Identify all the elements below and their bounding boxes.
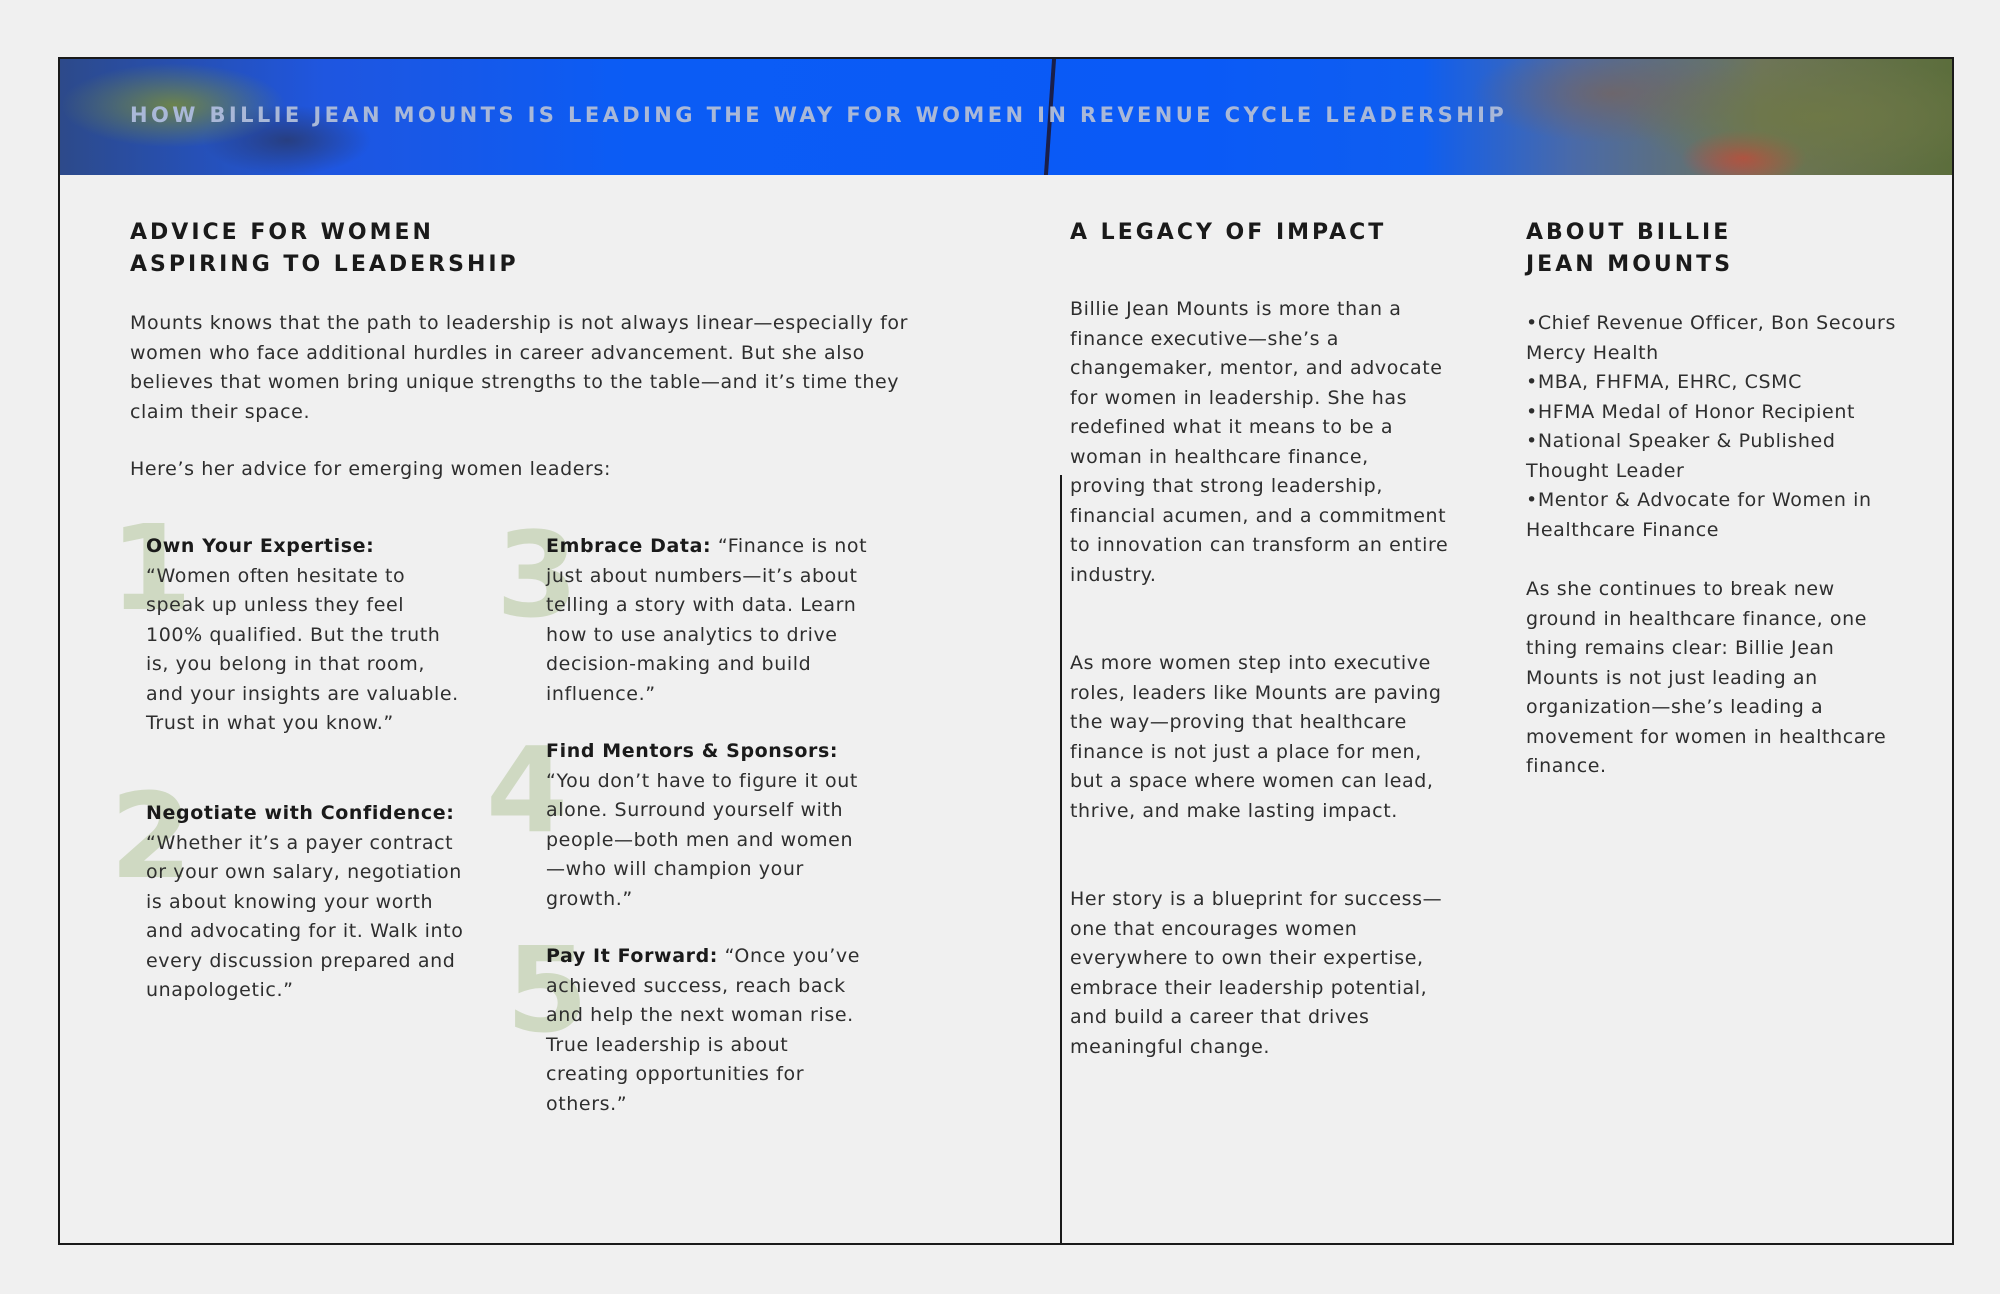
about-heading: ABOUT BILLIE JEAN MOUNTS [1526, 220, 1734, 277]
tip-number: 3 [496, 506, 579, 644]
tip-body [146, 799, 466, 1006]
tip-title: Embrace Data: [546, 535, 712, 557]
tip-number: 2 [110, 767, 193, 905]
tip-title: Own Your Expertise: [146, 535, 375, 557]
advice-heading: ADVICE FOR WOMEN ASPIRING TO LEADERSHIP [130, 220, 519, 277]
list-item: • Mentor & Advocate for Women in Healthcare Finance [1526, 486, 1902, 545]
legacy-heading: A LEGACY OF IMPACT [1070, 220, 1387, 245]
tip-body [146, 532, 466, 739]
article-frame [58, 57, 1954, 1245]
tip-number: 4 [486, 721, 569, 859]
header-banner [60, 59, 1952, 175]
list-item: • Chief Revenue Officer, Bon Secours Mercy Health [1526, 309, 1902, 368]
tip-title: Negotiate with Confidence: [146, 802, 455, 824]
list-item: • MBA, FHFMA, EHRC, CSMC [1526, 368, 1902, 398]
tip-body [546, 942, 872, 1119]
tip-body [546, 532, 872, 709]
list-item: • HFMA Medal of Honor Recipient [1526, 398, 1902, 428]
tip-quote: “Finance is not just about numbers—it’s about telling a story with data. Learn how to use analytics to drive decision-making and build influence.” [546, 535, 868, 705]
tip-body [546, 737, 872, 914]
about-closing: As she continues to break new ground in healthcare finance, one thing remains clear: Billie Jean Mounts is not just leading an organization—she’s leading a movement for women in healthcare finance. [1526, 578, 1887, 777]
legacy-paragraph-1: Billie Jean Mounts is more than a finance executive—she’s a changemaker, mentor, and advocate for women in leadership. She has redefined what it means to be a woman in healthcare finance, proving that strong leadership, financial acumen, and a commitment to innovation can transform an entire industry. [1070, 298, 1449, 586]
tip-item-own-expertise [110, 499, 466, 739]
tip-item-pay-forward [506, 921, 872, 1119]
tip-quote: “Whether it’s a payer contract or your own salary, negotiation is about knowing your worth and advocating for it. Walk into every discussion prepared and unapologetic.” [146, 831, 464, 1001]
tip-item-negotiate [110, 767, 466, 1006]
legacy-paragraph-3: Her story is a blueprint for success—one that encourages women everywhere to own their expertise, embrace their leadership potential, and build a career that drives meaningful change. [1070, 888, 1443, 1058]
tip-quote: “Women often hesitate to speak up unless they feel 100% qualified. But the truth is, you belong in that room, and your insights are valuable. Trust in what you know.” [146, 564, 459, 734]
list-item: • National Speaker & Published Thought Leader [1526, 427, 1902, 486]
advice-lead-in: Here’s her advice for emerging women leaders: [130, 458, 611, 480]
tip-quote: “Once you’ve achieved success, reach back and help the next woman rise. True leadership is about creating opportunities for others.” [546, 945, 861, 1115]
tip-number: 5 [506, 921, 589, 1059]
banner-title: HOW BILLIE JEAN MOUNTS IS LEADING THE WAY FOR WOMEN IN REVENUE CYCLE LEADERSHIP [130, 103, 1508, 127]
advice-intro: Mounts knows that the path to leadership is not always linear—especially for women who face additional hurdles in career advancement. But she also believes that women bring unique strengths to the table—and it’s time they claim their space. [130, 312, 908, 423]
tip-title: Find Mentors & Sponsors: [546, 740, 839, 762]
tip-item-mentors [486, 721, 872, 914]
tip-quote: “You don’t have to figure it out alone. Surround yourself with people—both men and women —who will champion your growth.” [546, 769, 858, 910]
about-credentials-list [1526, 309, 1902, 545]
tip-number: 1 [110, 499, 193, 637]
tip-title: Pay It Forward: [546, 945, 718, 967]
tip-item-embrace-data [496, 506, 872, 709]
column-divider [1060, 475, 1062, 1243]
legacy-paragraph-2: As more women step into executive roles, leaders like Mounts are paving the way—proving that healthcare finance is not just a place for men, but a space where women can lead, thrive, and make lasting impact. [1070, 652, 1442, 822]
